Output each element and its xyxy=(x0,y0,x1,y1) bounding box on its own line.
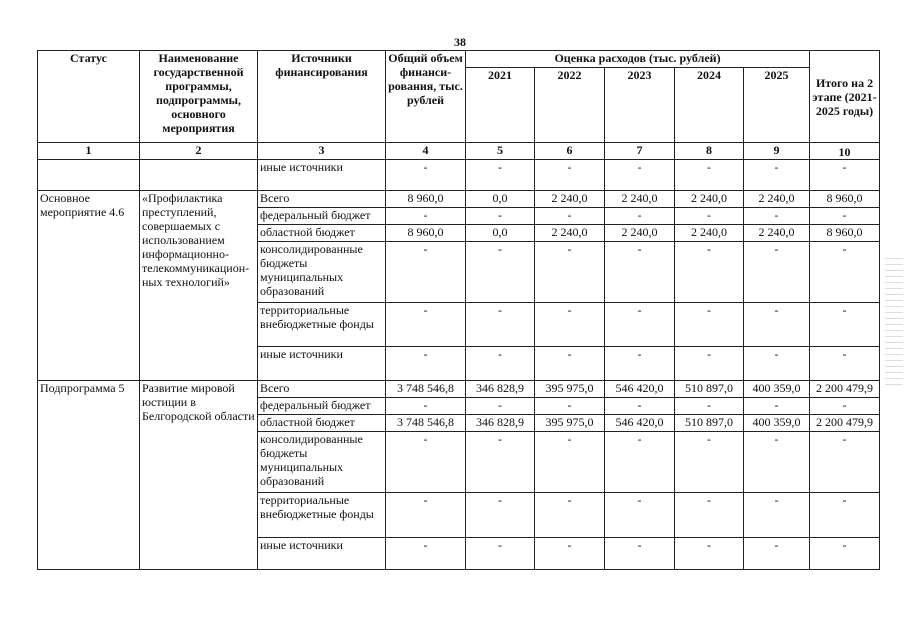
value-cell: - xyxy=(605,347,675,381)
value-cell: 400 359,0 xyxy=(744,415,810,432)
value-cell: - xyxy=(535,242,605,303)
value-cell: - xyxy=(466,432,535,493)
source-cell: областной бюджет xyxy=(258,415,386,432)
value-cell: 395 975,0 xyxy=(535,415,605,432)
source-cell: территориальные внебюджетные фонды xyxy=(258,493,386,538)
table-row xyxy=(38,191,880,208)
source-cell: территориальные внебюджетные фонды xyxy=(258,303,386,347)
value-cell: 2 240,0 xyxy=(605,225,675,242)
value-cell: 346 828,9 xyxy=(466,415,535,432)
header-year: 2024 xyxy=(675,68,744,143)
value-cell: - xyxy=(386,493,466,538)
header-year: 2021 xyxy=(466,68,535,143)
value-cell: - xyxy=(605,160,675,191)
value-cell: - xyxy=(386,303,466,347)
value-cell: - xyxy=(466,242,535,303)
value-cell: - xyxy=(466,208,535,225)
value-cell: - xyxy=(810,242,880,303)
value-cell: 2 240,0 xyxy=(675,225,744,242)
value-cell: 3 748 546,8 xyxy=(386,415,466,432)
value-cell: - xyxy=(744,538,810,570)
value-cell: - xyxy=(810,432,880,493)
value-cell: 546 420,0 xyxy=(605,415,675,432)
source-cell: Всего xyxy=(258,381,386,398)
status-cell: Подпрограмма 5 xyxy=(38,381,140,570)
value-cell: - xyxy=(605,242,675,303)
page-number: 38 xyxy=(454,35,466,49)
value-cell: - xyxy=(386,432,466,493)
value-cell: 2 240,0 xyxy=(675,191,744,208)
value-cell: - xyxy=(535,303,605,347)
value-cell: - xyxy=(810,303,880,347)
value-cell: - xyxy=(605,432,675,493)
value-cell: - xyxy=(386,398,466,415)
value-cell: - xyxy=(605,538,675,570)
source-cell: федеральный бюджет xyxy=(258,398,386,415)
value-cell: - xyxy=(605,398,675,415)
value-cell: 8 960,0 xyxy=(386,225,466,242)
value-cell: - xyxy=(744,493,810,538)
value-cell: - xyxy=(466,347,535,381)
column-index: 6 xyxy=(535,143,605,160)
name-cell: Развитие мировой юстиции в Белгородской области xyxy=(140,381,258,570)
value-cell: - xyxy=(675,242,744,303)
value-cell: - xyxy=(535,432,605,493)
name-cell: «Профилактика преступлений, совершаемых с использованием информационно-телекоммуникацион-ных технологий» xyxy=(140,191,258,381)
column-index: 8 xyxy=(675,143,744,160)
column-index-row xyxy=(38,143,880,160)
name-cell xyxy=(140,160,258,191)
value-cell: - xyxy=(744,432,810,493)
column-index: 7 xyxy=(605,143,675,160)
header-year: 2025 xyxy=(744,68,810,143)
value-cell: 510 897,0 xyxy=(675,415,744,432)
source-cell: иные источники xyxy=(258,160,386,191)
value-cell: 8 960,0 xyxy=(810,225,880,242)
source-cell: иные источники xyxy=(258,538,386,570)
column-index: 5 xyxy=(466,143,535,160)
sections-body xyxy=(38,191,880,570)
value-cell: 0,0 xyxy=(466,225,535,242)
budget-table xyxy=(37,50,880,570)
value-cell: - xyxy=(605,303,675,347)
value-cell: 2 240,0 xyxy=(535,225,605,242)
value-cell: - xyxy=(466,538,535,570)
value-cell: - xyxy=(535,538,605,570)
value-cell: - xyxy=(744,160,810,191)
status-cell: Основное мероприятие 4.6 xyxy=(38,191,140,381)
value-cell: - xyxy=(810,538,880,570)
value-cell: - xyxy=(535,208,605,225)
value-cell: 8 960,0 xyxy=(810,191,880,208)
status-cell xyxy=(38,160,140,191)
column-index: 10 xyxy=(810,143,880,160)
value-cell: 8 960,0 xyxy=(386,191,466,208)
value-cell: - xyxy=(535,493,605,538)
value-cell: 2 200 479,9 xyxy=(810,381,880,398)
value-cell: - xyxy=(675,432,744,493)
value-cell: - xyxy=(386,242,466,303)
value-cell: - xyxy=(466,303,535,347)
column-index: 9 xyxy=(744,143,810,160)
header-sources: Источники финансирования xyxy=(258,51,386,143)
value-cell: - xyxy=(810,398,880,415)
value-cell: - xyxy=(744,303,810,347)
value-cell: - xyxy=(386,160,466,191)
table-row xyxy=(38,381,880,398)
value-cell: 346 828,9 xyxy=(466,381,535,398)
header-stage-total: Итого на 2 этапе (2021-2025 годы) xyxy=(810,51,880,143)
value-cell: 2 200 479,9 xyxy=(810,415,880,432)
value-cell: - xyxy=(605,208,675,225)
value-cell: - xyxy=(744,347,810,381)
value-cell: 510 897,0 xyxy=(675,381,744,398)
value-cell: - xyxy=(386,347,466,381)
value-cell: 2 240,0 xyxy=(744,191,810,208)
value-cell: - xyxy=(810,493,880,538)
header-estimate: Оценка расходов (тыс. рублей) xyxy=(466,51,810,68)
value-cell: - xyxy=(744,242,810,303)
source-cell: консолидированные бюджеты муниципальных образований xyxy=(258,242,386,303)
value-cell: 546 420,0 xyxy=(605,381,675,398)
value-cell: - xyxy=(810,160,880,191)
column-index: 4 xyxy=(386,143,466,160)
column-index: 1 xyxy=(38,143,140,160)
header-status: Статус xyxy=(38,51,140,143)
value-cell: 2 240,0 xyxy=(605,191,675,208)
value-cell: - xyxy=(605,493,675,538)
value-cell: - xyxy=(810,208,880,225)
value-cell: - xyxy=(466,493,535,538)
scan-artifact xyxy=(885,255,903,385)
value-cell: - xyxy=(744,208,810,225)
header-year: 2023 xyxy=(605,68,675,143)
table-row xyxy=(38,160,880,191)
value-cell: - xyxy=(675,493,744,538)
value-cell: - xyxy=(675,538,744,570)
value-cell: - xyxy=(810,347,880,381)
column-index: 2 xyxy=(140,143,258,160)
column-index: 3 xyxy=(258,143,386,160)
value-cell: - xyxy=(535,398,605,415)
header-year: 2022 xyxy=(535,68,605,143)
value-cell: 3 748 546,8 xyxy=(386,381,466,398)
value-cell: - xyxy=(386,538,466,570)
value-cell: - xyxy=(386,208,466,225)
header-total: Общий объем финанси-рования, тыс. рублей xyxy=(386,51,466,143)
value-cell: - xyxy=(675,347,744,381)
source-cell: областной бюджет xyxy=(258,225,386,242)
value-cell: - xyxy=(675,303,744,347)
value-cell: 400 359,0 xyxy=(744,381,810,398)
value-cell: - xyxy=(744,398,810,415)
value-cell: 2 240,0 xyxy=(535,191,605,208)
value-cell: 395 975,0 xyxy=(535,381,605,398)
value-cell: - xyxy=(466,160,535,191)
value-cell: - xyxy=(675,160,744,191)
header-name: Наименование государственной программы, подпрограммы, основного мероприятия xyxy=(140,51,258,143)
value-cell: - xyxy=(675,208,744,225)
source-cell: Всего xyxy=(258,191,386,208)
source-cell: федеральный бюджет xyxy=(258,208,386,225)
header-row xyxy=(38,51,880,68)
value-cell: - xyxy=(675,398,744,415)
source-cell: консолидированные бюджеты муниципальных образований xyxy=(258,432,386,493)
source-cell: иные источники xyxy=(258,347,386,381)
value-cell: 0,0 xyxy=(466,191,535,208)
value-cell: - xyxy=(535,347,605,381)
value-cell: - xyxy=(466,398,535,415)
value-cell: 2 240,0 xyxy=(744,225,810,242)
value-cell: - xyxy=(535,160,605,191)
